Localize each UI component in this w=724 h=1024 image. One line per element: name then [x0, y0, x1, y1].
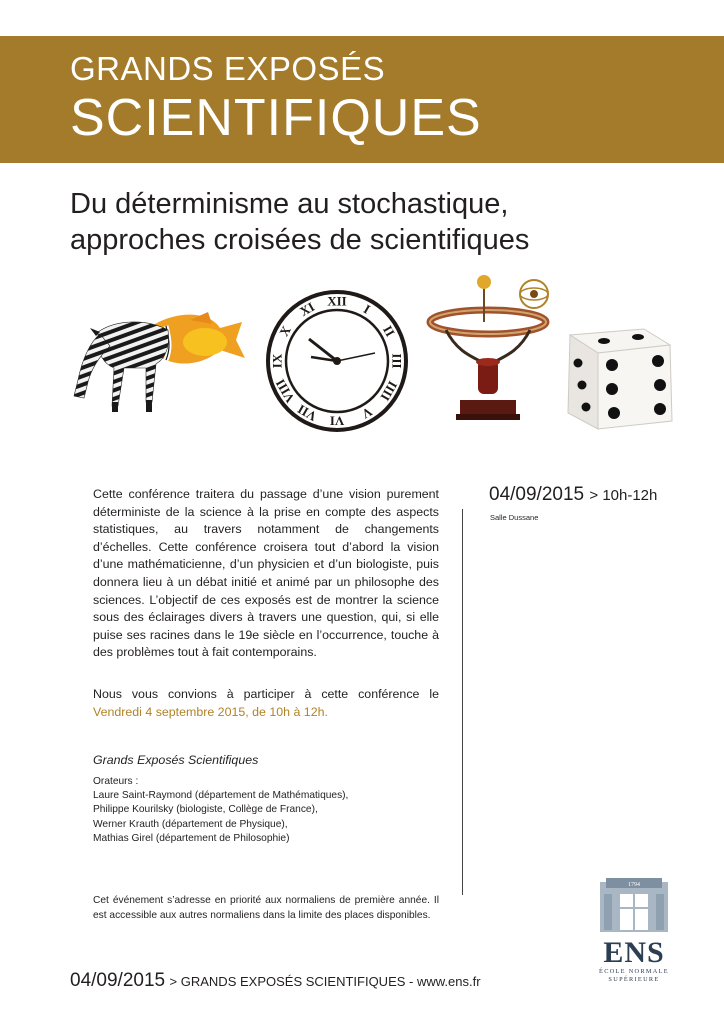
event-room: Salle Dussane — [490, 513, 539, 522]
clock-numeral: XI — [296, 298, 318, 320]
clock-numeral: VII — [294, 401, 320, 425]
logo-name: ENS — [603, 936, 665, 969]
footer — [70, 970, 481, 992]
clock-numeral: VIII — [272, 376, 298, 406]
logo-subtitle-line1: ÉCOLE NORMALE — [599, 968, 669, 975]
logo-subtitle-line2: SUPÉRIEURE — [608, 975, 660, 983]
clock-numeral: IIII — [377, 378, 401, 404]
clock-numeral: X — [276, 323, 294, 339]
audience-note: Cet événement s’adresse en priorité aux normaliens de première année. Il est accessible aux autres normaliens dans la limite des places disponibles. — [93, 895, 439, 921]
column-divider — [462, 509, 463, 895]
dice-image — [562, 321, 676, 431]
clock-numeral: IX — [269, 353, 285, 369]
armillary-sphere-image — [426, 270, 554, 430]
event-date-time — [489, 484, 657, 506]
event-datetime-highlight: Vendredi 4 septembre 2015, de 10h à 12h. — [93, 704, 328, 719]
speaker-item: Philippe Kourilsky (biologiste, Collège de France), — [93, 804, 318, 816]
subtitle-line2: approches croisées de scientifiques — [70, 224, 530, 256]
clock-numeral: I — [361, 301, 373, 317]
logo-year: 1794 — [628, 882, 640, 888]
event-date: 04/09/2015 — [489, 484, 585, 505]
speaker-item: Laure Saint-Raymond (département de Mathématiques), — [93, 790, 349, 802]
invitation-text: Nous vous convions à participer à cette conférence le — [93, 687, 439, 701]
clock-numeral: III — [389, 353, 405, 369]
invitation-paragraph — [93, 686, 439, 721]
clock-numeral: VI — [329, 413, 345, 429]
event-time: 10h-12h — [602, 487, 658, 504]
speakers-heading: Orateurs : — [93, 776, 139, 787]
roman-clock-image — [263, 287, 411, 435]
clock-numeral: XII — [327, 293, 347, 309]
banner-title-line1: GRANDS EXPOSÉS — [70, 50, 386, 87]
ens-logo — [584, 876, 684, 996]
event-description: Cette conférence traitera du passage d’une vision purement déterministe de la science à la prise en compte des aspects statistiques, au travers notamment de changements d’échelles. Cette conférence croisera tout d’abord la vision d’une mathématicienne, d’un physicien et d’un biologiste, puis donnera lieu à un débat initié et animé par un philosophe des sciences. L’objectif de ces exposés est de montrer la science sous des éclairages divers à travers une question, qui, si elle puise ses racines dans le 19e siècle en l’occurrence, touche à des problèmes tout à fait contemporains. — [93, 487, 439, 660]
page-subtitle — [70, 186, 670, 258]
speaker-item: Werner Krauth (département de Physique), — [93, 818, 288, 830]
footer-date: 04/09/2015 — [70, 970, 166, 991]
speakers-block — [93, 775, 348, 846]
footer-text: > GRANDS EXPOSÉS SCIENTIFIQUES - www.ens.fr — [169, 974, 481, 989]
zebra-fish-image — [70, 302, 250, 430]
clock-numeral: II — [379, 322, 399, 340]
speaker-item: Mathias Girel (département de Philosophie) — [93, 832, 290, 844]
date-separator: > — [589, 487, 599, 504]
ens-building-icon — [596, 876, 672, 936]
banner-title-line2: SCIENTIFIQUES — [70, 89, 482, 147]
clock-numeral: V — [359, 404, 375, 422]
subtitle-line1: Du déterminisme au stochastique, — [70, 188, 509, 220]
series-title: Grands Exposés Scientifiques — [93, 753, 259, 767]
